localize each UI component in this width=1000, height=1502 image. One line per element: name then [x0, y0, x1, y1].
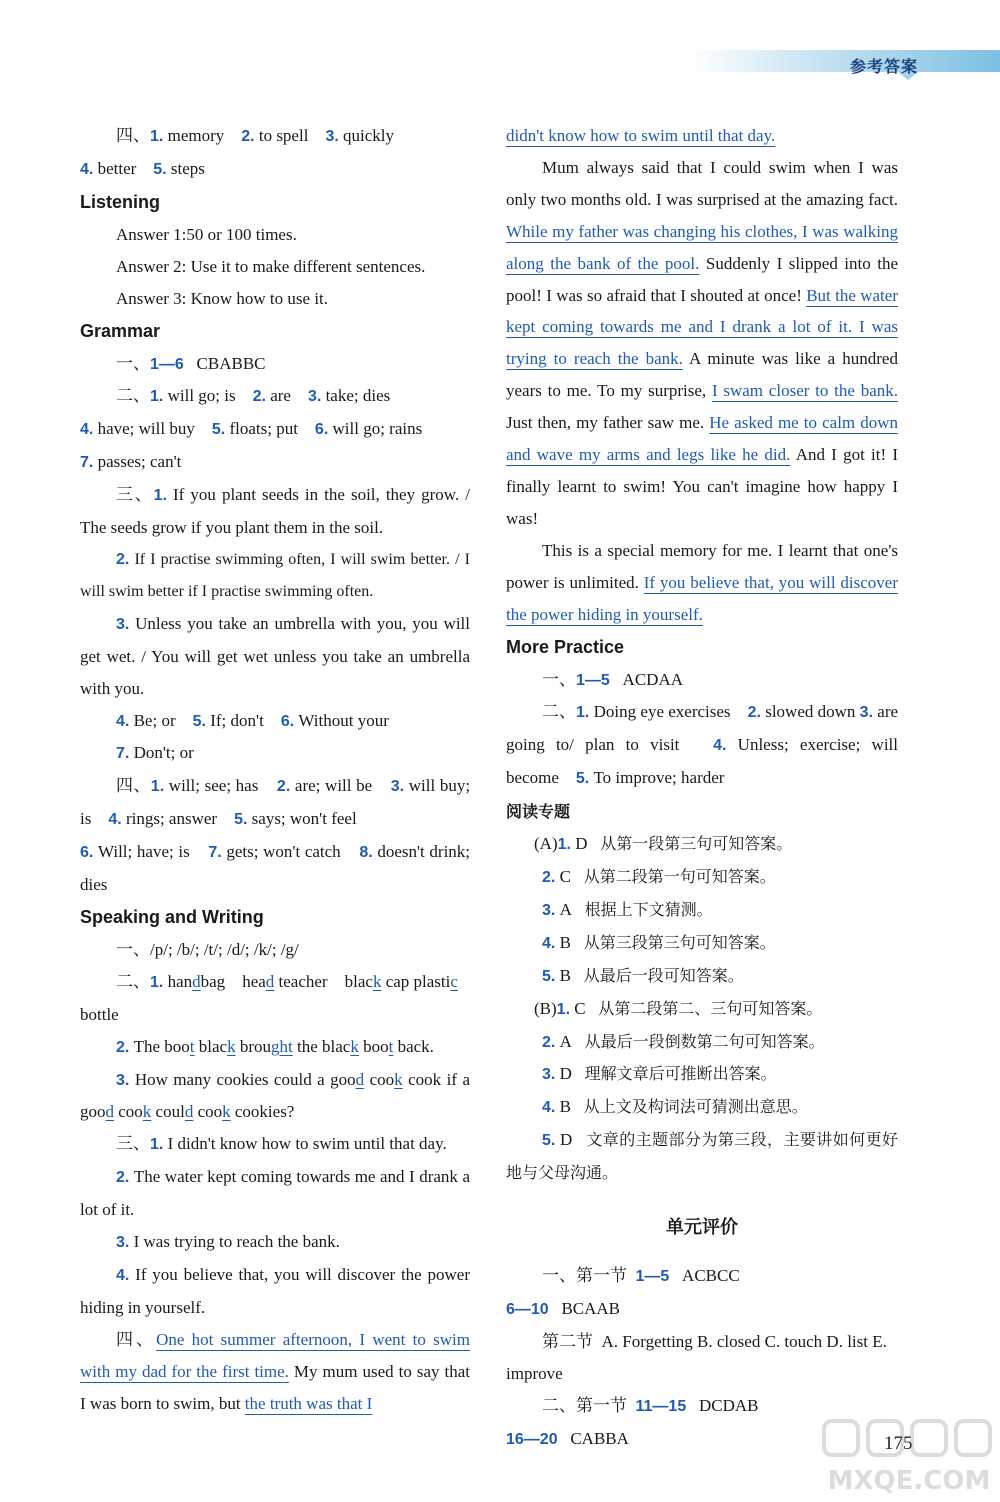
reading-item	[506, 894, 898, 927]
reading-item-note: 根据上下文猜测。	[584, 899, 713, 919]
unit-s1-cont: 6—10 BCAAB	[506, 1299, 621, 1318]
section-4-answers: 四、1. memory 2. to spell 3. quickly	[116, 126, 395, 145]
essay-line-0: didn't know how to swim until that day.	[506, 126, 776, 145]
reading-item	[506, 993, 898, 1026]
reading-item-answer: A	[559, 1031, 572, 1051]
reading-item-number: 4.	[542, 934, 556, 952]
grammar-s3-1: 三、1. If you plant seeds in the soil, they grow. / The seeds grow if you plant them in the soil.	[80, 485, 471, 538]
reading-item-answer: D	[560, 1130, 573, 1150]
listening-answer-1: Answer 1:50 or 100 times.	[116, 224, 297, 244]
unit-s2: 第二节 A. Forgetting B. closed C. touch D. list E. improve	[506, 1331, 887, 1383]
grammar-s4-cont: 6. Will; have; is 7. gets; won't catch 8. doesn't drink; dies	[80, 842, 471, 895]
reading-item-number: 3.	[542, 1066, 556, 1084]
more-s1: 一、1—5 ACDAA	[542, 669, 683, 689]
reading-item-answer: B	[559, 1097, 571, 1117]
section-4-answers-cont: 4. better 5. steps	[80, 158, 205, 178]
reading-group-label: (A)	[534, 834, 558, 854]
reading-item-number: 5.	[542, 1132, 556, 1150]
unit-s3: 二、第一节 11—15 DCDAB	[542, 1395, 759, 1415]
unit-s1: 一、第一节 1—5 ACBCC	[542, 1266, 740, 1286]
grammar-s3-7: 7. Don't; or	[116, 743, 194, 763]
listening-answer-2: Answer 2: Use it to make different sentences.	[116, 256, 426, 276]
right-column	[506, 120, 898, 1456]
sw-s2-1: 二、1. handbag head teacher black cap plastic bottle	[80, 971, 458, 1024]
grammar-s2-cont2: 7. passes; can't	[80, 452, 182, 472]
listening-heading: Listening	[80, 191, 160, 212]
grammar-s2-cont: 4. have; will buy 5. floats; put 6. will go; rains	[80, 419, 423, 439]
watermark-logo	[820, 1415, 998, 1499]
reading-item-answer: A	[559, 899, 572, 919]
watermark-text: MXQE.COM	[827, 1466, 991, 1496]
reading-item-number: 2.	[542, 869, 556, 887]
sw-s3-1: 三、1. I didn't know how to swim until that day.	[116, 1134, 447, 1154]
listening-answer-3: Answer 3: Know how to use it.	[116, 288, 329, 308]
reading-item-answer: C	[574, 998, 586, 1018]
reading-item-answer: B	[559, 932, 571, 952]
page-number: 175	[884, 1433, 913, 1454]
reading-b-list	[506, 993, 898, 1189]
essay-paragraph-3: This is a special memory for me. I learnt that one's power is unlimited. If you believe that, you will discover the power hiding in yourself.	[506, 540, 899, 624]
reading-item	[506, 1091, 898, 1124]
reading-item	[506, 1026, 898, 1059]
reading-item-note: 从第一段第三句可知答案。	[600, 834, 793, 854]
sw-s2-3: 3. How many cookies could a good cook cook if a good cook could cook cookies?	[80, 1069, 471, 1122]
reading-a-list	[506, 828, 898, 993]
reading-item-note: 从最后一段倒数第二句可知答案。	[584, 1031, 825, 1051]
left-column	[80, 120, 470, 1420]
reading-item-note: 从第三段第三句可知答案。	[583, 932, 776, 952]
header-banner	[690, 48, 1000, 80]
unit-eval-heading: 单元评价	[666, 1217, 738, 1239]
reading-item	[506, 828, 898, 861]
reading-group-label: (B)	[534, 998, 557, 1018]
reading-item	[506, 960, 898, 993]
reading-item-answer: C	[559, 867, 571, 887]
grammar-s2: 二、1. will go; is 2. are 3. take; dies	[116, 386, 391, 406]
sw-s3-3: 3. I was trying to reach the bank.	[116, 1232, 340, 1252]
reading-item-answer: D	[575, 834, 588, 854]
reading-item-note: 从第二段第一句可知答案。	[583, 867, 776, 887]
reading-item-number: 4.	[542, 1099, 556, 1117]
more-practice-heading: More Practice	[506, 636, 625, 657]
banner-title: 参考答案	[849, 57, 918, 76]
speaking-writing-heading: Speaking and Writing	[80, 906, 264, 927]
reading-item	[506, 1058, 898, 1091]
grammar-s3-2: 2. If I practise swimming often, I will swim better. / I will swim better if I practise swimming often.	[80, 550, 471, 600]
unit-s3-cont: 16—20 CABBA	[506, 1428, 629, 1448]
sw-s2-2: 2. The boot black brought the black boot back.	[116, 1036, 434, 1056]
reading-item-number: 1.	[557, 836, 571, 854]
sw-s3-4: 4. If you believe that, you will discover the power hiding in yourself.	[80, 1265, 471, 1317]
reading-item	[506, 1124, 898, 1189]
grammar-s3-4: 4. Be; or 5. If; don't 6. Without your	[116, 710, 389, 730]
banner-shape	[690, 48, 1000, 80]
reading-item-number: 3.	[542, 901, 556, 919]
reading-item	[506, 861, 898, 894]
reading-item-note: 从最后一段可知答案。	[583, 965, 744, 985]
reading-item-number: 5.	[542, 967, 556, 985]
more-s2: 二、1. Doing eye exercises 2. slowed down 3. are going to/ plan to visit 4. Unless; exercise; will become 5. To improve; harder	[506, 702, 899, 788]
reading-item-note: 从上文及构词法可猜测出意思。	[583, 1097, 808, 1117]
reading-item-number: 2.	[542, 1033, 556, 1051]
grammar-s3-3: 3. Unless you take an umbrella with you, you will get wet. / You will get wet unless you take an umbrella with you.	[80, 613, 470, 698]
reading-item-answer: D	[559, 1064, 572, 1084]
sw-s3-2: 2. The water kept coming towards me and I drank a lot of it.	[80, 1167, 470, 1220]
reading-item-answer: B	[559, 965, 571, 985]
sw-s4-essay-start: 四、One hot summer afternoon, I went to swim with my dad for the first time. My mum used to say that I was born to swim, but the truth was that I	[80, 1329, 470, 1413]
reading-item-note: 文章的主题部分为第三段，主要讲如何更好地与父母沟通。	[506, 1130, 899, 1183]
reading-item-note: 从第二段第二、三句可知答案。	[598, 998, 823, 1018]
reading-item	[506, 927, 898, 960]
sw-s1: 一、/p/; /b/; /t/; /d/; /k/; /g/	[116, 939, 299, 959]
reading-heading: 阅读专题	[506, 802, 571, 822]
grammar-s1: 一、1—6 CBABBC	[116, 353, 266, 373]
grammar-s4: 四、1. will; see; has 2. are; will be 3. will buy; is 4. rings; answer 5. says; won't feel	[80, 776, 471, 829]
essay-paragraph-2: Mum always said that I could swim when I was only two months old. I was surprised at the amazing fact. While my father was changing his clothes, I was walking along the bank of the pool. Suddenly I slipped into the pool! I was so afraid that I shouted at once! But the water kept coming towards me and I drank a lot of it. I was trying to reach the bank. A minute was like a hundred years to me. To my surprise, I swam closer to the bank. Just then, my father saw me. He asked me to calm down and wave my arms and legs like he did. And I got it! I finally learnt to swim! You can't imagine how happy I was!	[506, 157, 899, 528]
reading-item-number: 1.	[556, 1000, 571, 1018]
reading-item-note: 理解文章后可推断出答案。	[584, 1064, 777, 1084]
grammar-heading: Grammar	[80, 320, 161, 341]
